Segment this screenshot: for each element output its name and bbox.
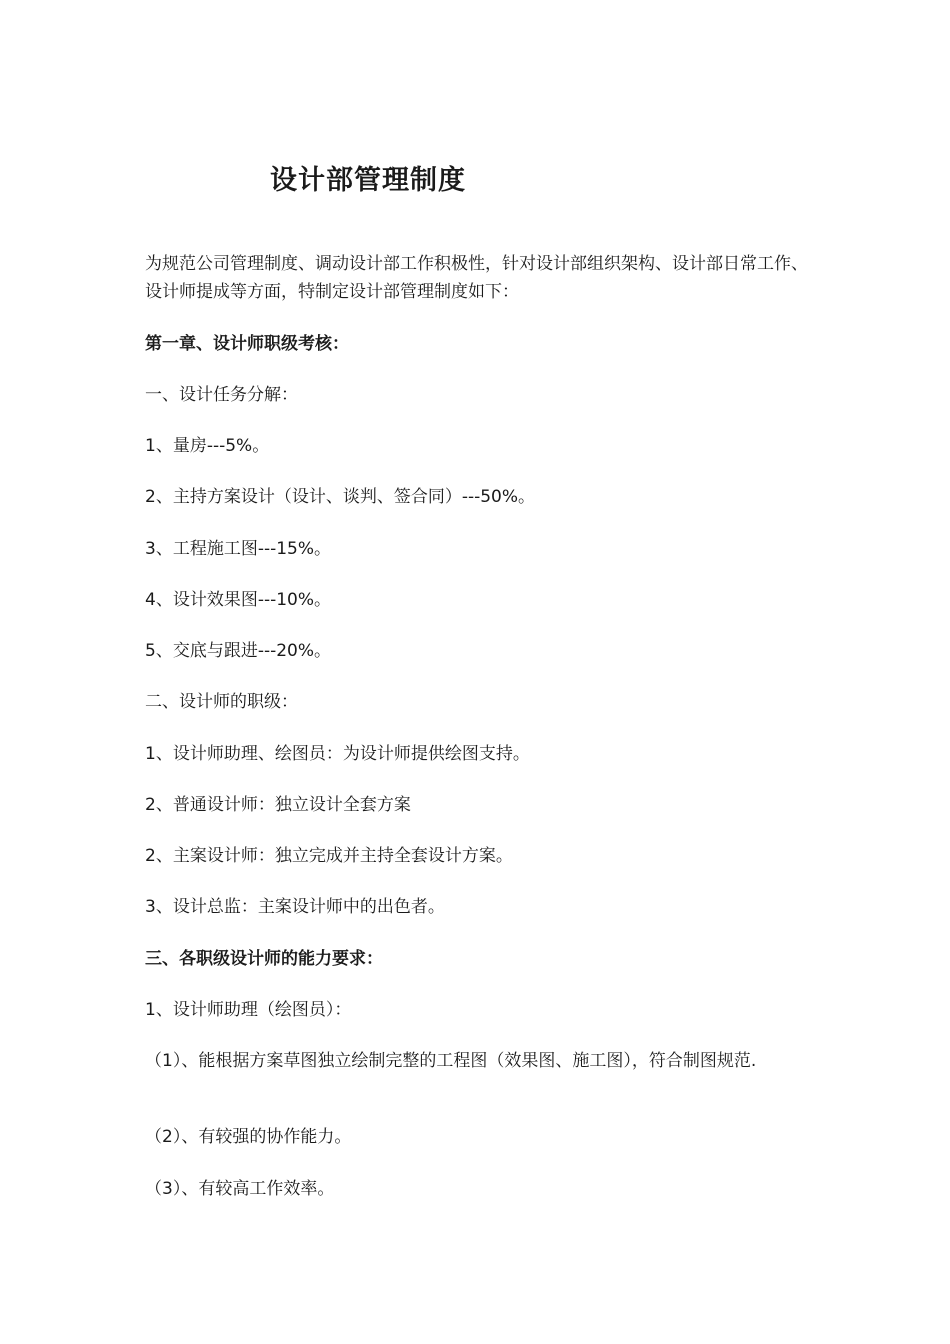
intro-paragraph: 为规范公司管理制度、调动设计部工作积极性，针对设计部组织架构、设计部日常工作、设计师提成等方面，特制定设计部管理制度如下：	[145, 254, 808, 302]
section-heading-requirements: 三、各职级设计师的能力要求：	[145, 949, 383, 969]
list-item: 3、工程施工图---15%。	[145, 539, 332, 559]
chapter-heading: 第一章、设计师职级考核：	[145, 334, 349, 354]
list-item: 5、交底与跟进---20%。	[145, 641, 332, 661]
list-item: 2、主案设计师：独立完成并主持全套设计方案。	[145, 846, 513, 866]
section-heading-tasks	[145, 381, 298, 409]
list-item: 4、设计效果图---10%。	[145, 590, 332, 610]
document-title: 设计部管理制度	[270, 165, 466, 196]
list-item: 3、设计总监：主案设计师中的出色者。	[145, 897, 445, 917]
list-item: （1）、能根据方案草图独立绘制完整的工程图（效果图、施工图），符合制图规范.	[145, 1051, 757, 1071]
list-item: 1、设计师助理、绘图员：为设计师提供绘图支持。	[145, 744, 530, 764]
section-heading-levels: 二、设计师的职级：	[145, 692, 298, 712]
section-heading-text: 一、设计任务分解：	[145, 385, 298, 405]
list-item: 2、普通设计师：独立设计全套方案	[145, 795, 411, 815]
list-item: 2、主持方案设计（设计、谈判、签合同）---50%。	[145, 487, 536, 507]
list-item: （2）、有较强的协作能力。	[145, 1127, 352, 1147]
list-item: 1、量房---5%。	[145, 436, 270, 456]
subsection-heading: 1、设计师助理（绘图员）：	[145, 1000, 352, 1020]
list-item: （3）、有较高工作效率。	[145, 1179, 335, 1199]
